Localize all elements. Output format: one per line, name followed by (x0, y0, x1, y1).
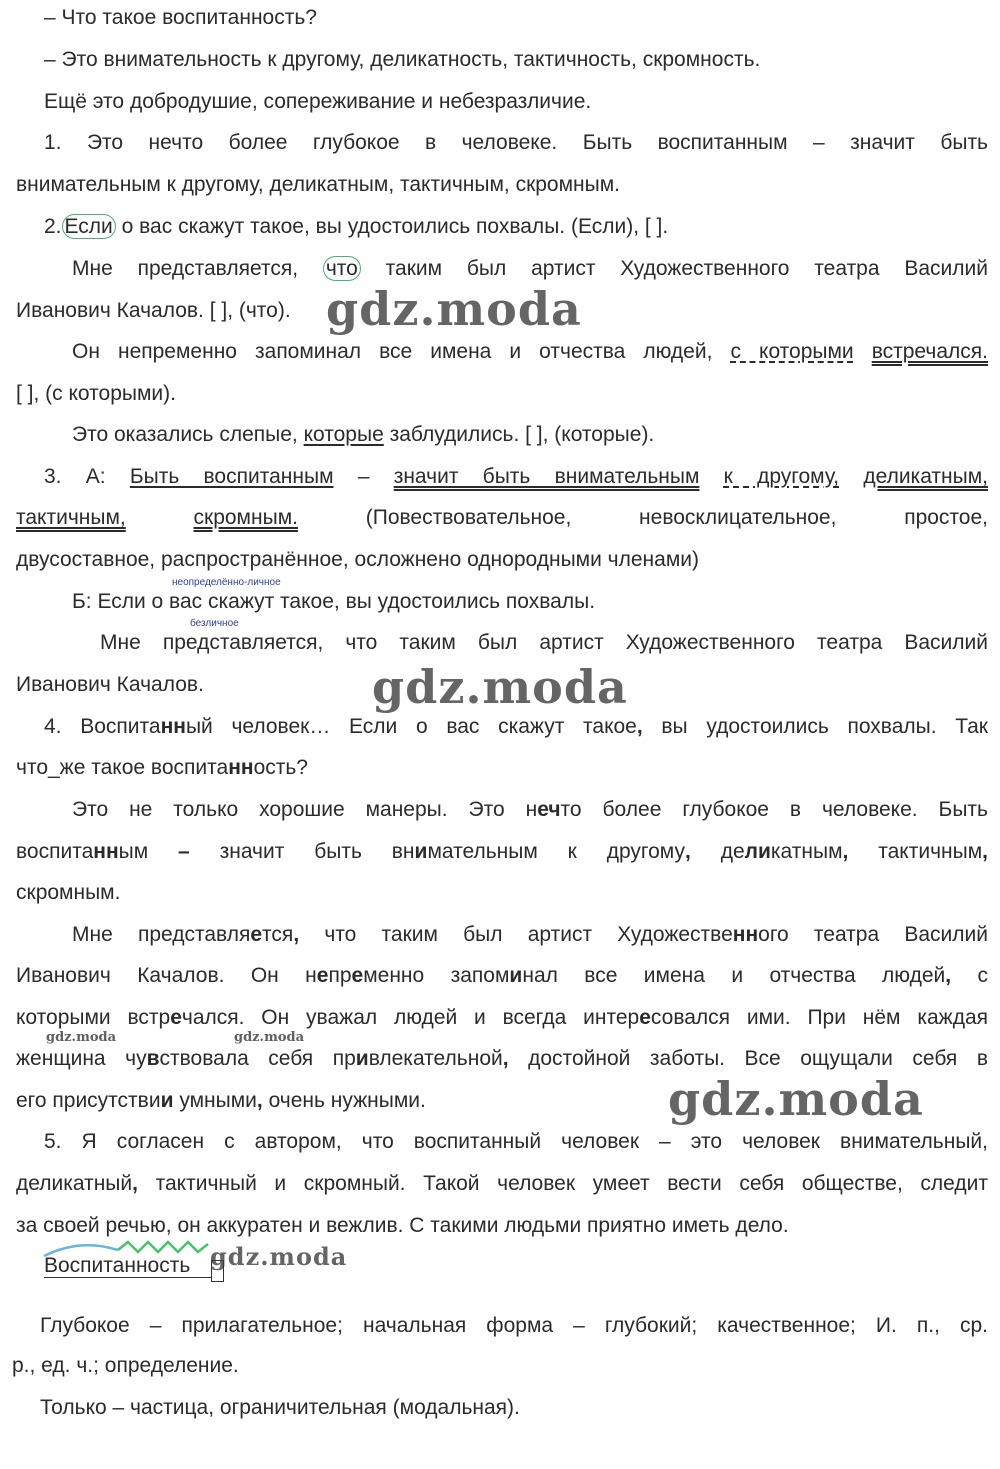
text-part: ого театра Василий (758, 923, 988, 946)
bold-letters: нн (160, 715, 186, 738)
line-addition: Ещё это добродушие, сопереживание и небезразличие. (44, 90, 592, 113)
text-part: нал все имена и отчества людей (522, 964, 946, 987)
bold-letters: е (316, 964, 329, 987)
task-3-line-5: Мне представляется, что таким был артист Художественного театра Василий (100, 631, 988, 654)
bold-comma: , (502, 1047, 509, 1070)
text-part: Это не только хорошие манеры. Это н (72, 798, 538, 821)
text-part: совался ими. При нём каждая (650, 1006, 988, 1029)
task-3-line-3: двусоставное, распространённое, осложнено однородными членами) (16, 548, 699, 571)
text-part: что таким был артист Художестве (299, 923, 733, 946)
bold-letters: е (250, 923, 263, 946)
text-part: Мне представля (72, 923, 251, 946)
text-part: женщина чу (16, 1047, 147, 1070)
task-4-line-2 (16, 753, 988, 783)
underlined-homogeneous-1: деликатным, (863, 465, 988, 488)
underlined-object: к другому, (723, 465, 840, 488)
task-3-line-6: Иванович Качалов. (16, 673, 204, 696)
task-4-line-3 (72, 795, 988, 825)
text-part: тактичным (848, 840, 983, 863)
text-part: воспита (16, 840, 94, 863)
circled-word-chto: что (323, 256, 361, 281)
task-1-line-1: 1. Это нечто более глубокое в человеке. Быть воспитанным – значит быть (44, 131, 988, 154)
word-underline (44, 1277, 212, 1278)
text-part: Это оказались слепые, (72, 423, 298, 446)
task-2-text: о вас скажут такое, вы удостоились похвалы. (Если), [ ]. (121, 215, 669, 238)
task-4-line-9 (16, 1044, 988, 1074)
text-part: Мне представляется, (72, 257, 299, 280)
text-part: 4. Воспита (44, 715, 161, 738)
task-3-line-1 (44, 462, 988, 492)
parse-line-1: Глубокое – прилагательное; начальная форма – глубокий; качественное; И. п., ср. (40, 1314, 988, 1337)
text-part: таким был артист Художественного театра Василий (385, 257, 988, 280)
task-5-line-2 (16, 1169, 988, 1199)
task-4-line-8 (16, 1003, 988, 1033)
text-part: менно запом (363, 964, 510, 987)
text-part: достойной заботы. Все ощущали себя в (508, 1047, 988, 1070)
text-part: которыми встр (16, 1006, 171, 1029)
annotation-impersonal: безличное (190, 618, 239, 629)
bold-letters: нн (228, 756, 254, 779)
text-part: ость? (253, 756, 308, 779)
bold-letters: и (414, 840, 428, 863)
text-part: ый человек… Если о вас скажут такое (185, 715, 637, 738)
text-part: деликатный (16, 1172, 133, 1195)
text-part: умными (173, 1089, 257, 1112)
bold-comma: , (945, 964, 952, 987)
underlined-vstrechalsya: встречался. (871, 340, 988, 363)
text-part: тактичный и скромный. Такой человек умеет вести себя обществе, следит (137, 1172, 988, 1195)
underlined-subject: Быть воспитанным (129, 465, 334, 488)
underlined-s-kotorymi: с которыми (730, 340, 854, 363)
bold-letters: и (355, 1047, 369, 1070)
bold-letters: еч (537, 798, 561, 821)
circled-word-esli: Если (62, 214, 116, 239)
bold-letters: нн (93, 840, 119, 863)
task-2-line-4 (72, 337, 988, 367)
watermark-1: gdz.moda (326, 282, 582, 336)
bold-comma: , (982, 840, 988, 863)
text-part: влекательной (368, 1047, 503, 1070)
watermark-4: gdz.moda (210, 1242, 348, 1271)
watermark-3: gdz.moda (668, 1072, 924, 1126)
watermark-small-1: gdz.moda (46, 1030, 117, 1045)
text-part: 3. А: (44, 465, 106, 488)
bold-comma: , (636, 715, 643, 738)
task-2-line-3: Иванович Качалов. [ ], (что). (16, 299, 291, 322)
text-part: ым (118, 840, 149, 863)
text-part: пр (328, 964, 352, 987)
watermark-2: gdz.moda (372, 660, 628, 714)
task-2-number: 2. (44, 215, 62, 238)
bold-letters: е (170, 1006, 182, 1029)
text-part: – (357, 465, 370, 488)
text-part: катным (770, 840, 843, 863)
text-part: что_же такое воспита (16, 756, 229, 779)
underlined-homogeneous-2: тактичным, (16, 506, 126, 529)
line-question: – Что такое воспитанность? (44, 6, 317, 29)
text-part: значит быть вн (219, 840, 415, 863)
text-part: с (951, 964, 989, 987)
text-part: ствовала себя пр (159, 1047, 356, 1070)
task-4-line-7 (16, 961, 988, 991)
bold-dash: – (148, 840, 220, 863)
bold-letters: в (146, 1047, 160, 1070)
text-part: вы удостоились похвалы. Так (642, 715, 988, 738)
parse-line-2: р., ед. ч.; определение. (12, 1354, 239, 1377)
task-2-line-1 (44, 212, 1000, 242)
text-part: его присутстви (16, 1089, 161, 1112)
task-3-line-4: Б: Если о вас скажут такое, вы удостоились похвалы. (72, 590, 596, 613)
underlined-homogeneous-3: скромным. (193, 506, 298, 529)
task-4-line-5: скромным. (16, 881, 121, 904)
text-part: Иванович Качалов. Он н (16, 964, 317, 987)
task-4-line-6 (72, 920, 988, 950)
text-part: то более глубокое в человеке. Быть (560, 798, 988, 821)
bold-letters: и (160, 1089, 174, 1112)
text-part: чался. Он уважал людей и всегда интер (181, 1006, 640, 1029)
bold-letters: е (639, 1006, 651, 1029)
bold-letters: нн (732, 923, 759, 946)
parse-line-3: Только – частица, ограничительная (модальная). (40, 1396, 520, 1419)
bold-comma: , (842, 840, 849, 863)
bold-comma: , (256, 1089, 263, 1112)
text-part: заблудились. [ ], (которые). (389, 423, 655, 446)
morpheme-word: Воспитанность (44, 1254, 191, 1277)
watermark-small-2: gdz.moda (234, 1030, 305, 1045)
task-5-line-3: за своей речью, он аккуратен и вежлив. С такими людьми приятно иметь дело. (16, 1214, 789, 1237)
underlined-kotorye: которые (303, 423, 384, 446)
task-4-line-1 (44, 712, 988, 742)
annotation-indefinite-personal: неопределённо-личное (172, 577, 281, 588)
text-part: мательным к другому (427, 840, 685, 863)
task-4-line-4 (16, 837, 988, 867)
bold-letters: е (351, 964, 364, 987)
bold-letters: ли (744, 840, 771, 863)
bold-comma: , (684, 840, 691, 863)
line-answer: – Это внимательность к другому, деликатность, тактичность, скромность. (44, 48, 761, 71)
underlined-predicate: значит быть внимательным (393, 465, 700, 488)
task-2-line-2 (72, 254, 988, 284)
bold-comma: , (132, 1172, 138, 1195)
task-3-line-2 (16, 503, 988, 533)
bold-comma: , (293, 923, 300, 946)
text-part: Он непременно запоминал все имена и отчества людей, (72, 340, 713, 363)
text-part: очень нужными. (262, 1089, 426, 1112)
task-2-line-6 (72, 420, 1000, 450)
task-2-line-5: [ ], (с которыми). (16, 382, 176, 405)
task-1-line-2: внимательным к другому, деликатным, тактичным, скромным. (16, 173, 621, 196)
text-part: (Повествовательное, невосклицательное, простое, (365, 506, 988, 529)
bold-letters: и (509, 964, 523, 987)
text-part: тся (262, 923, 294, 946)
text-part: де (690, 840, 745, 863)
task-5-line-1: 5. Я согласен с автором, что воспитанный человек – это человек внимательный, (44, 1130, 988, 1153)
